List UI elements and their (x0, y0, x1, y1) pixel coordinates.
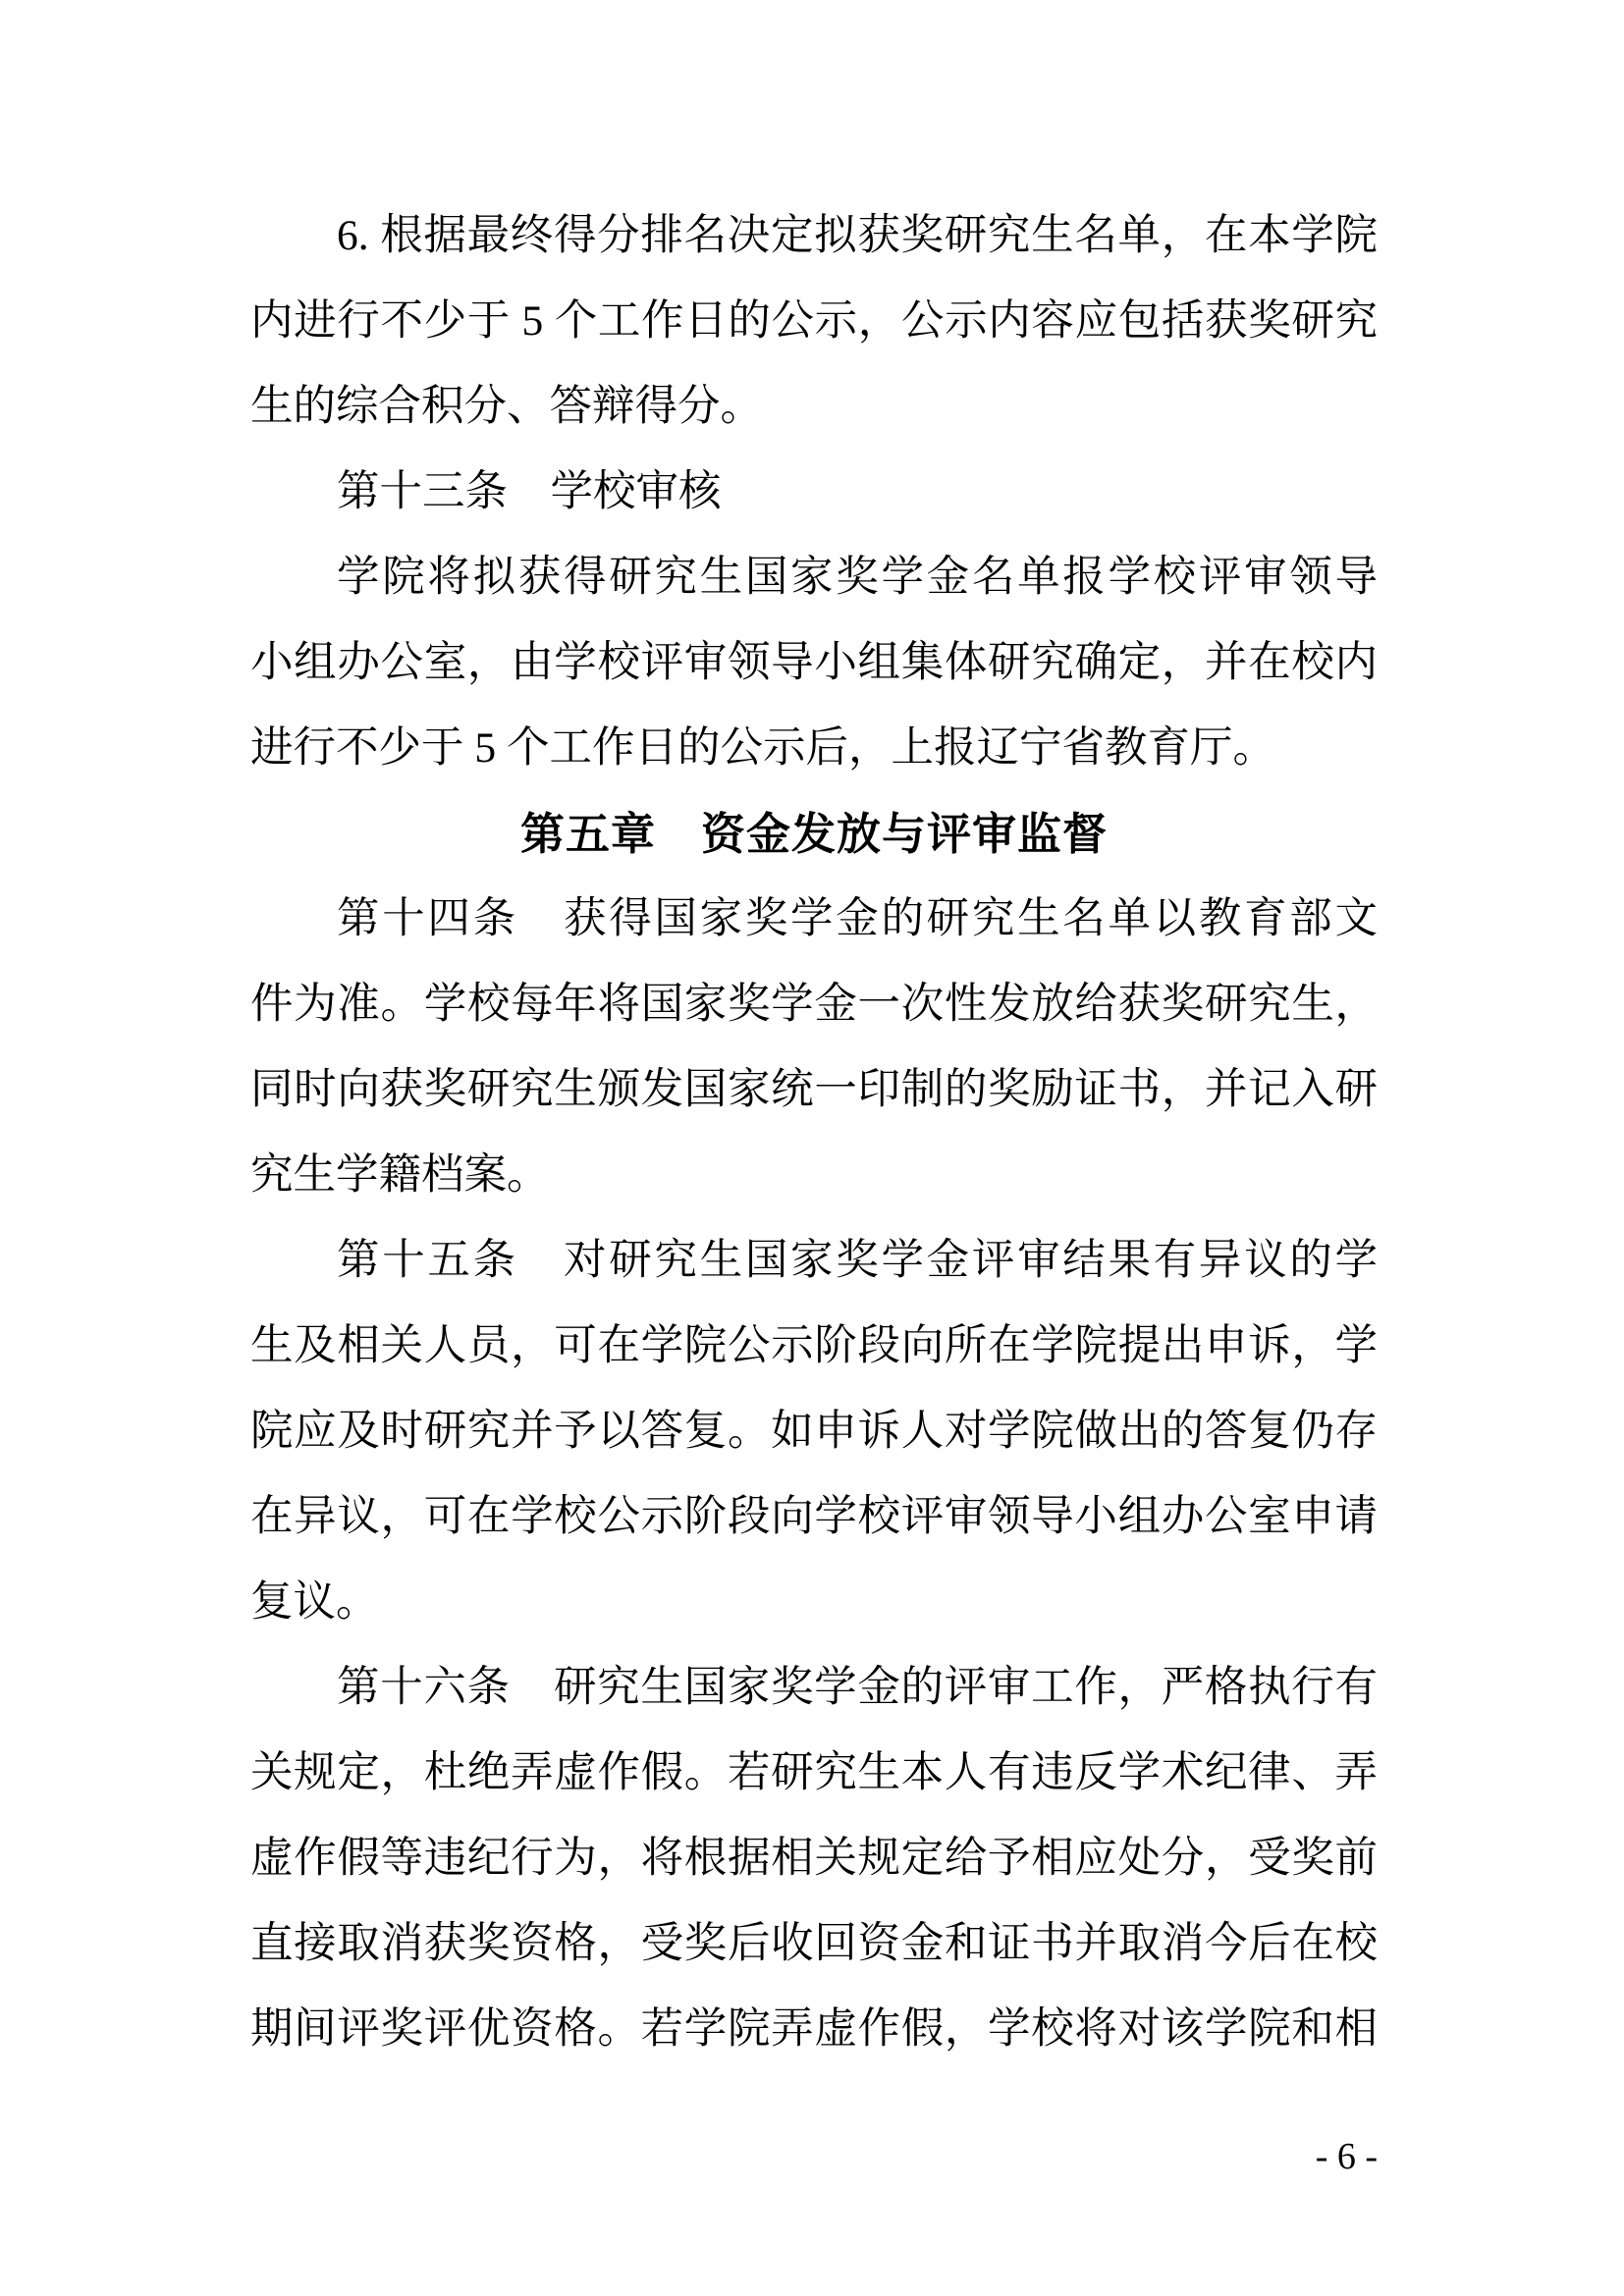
document-text-block (250, 193, 1378, 2072)
paragraph-line: 同时向获奖研究生颁发国家统一印制的奖励证书，并记入研 (250, 1066, 1378, 1113)
paragraph-line: 学院将拟获得研究生国家奖学金名单报学校评审领导 (337, 554, 1378, 601)
page-number: - 6 - (1315, 2136, 1378, 2177)
paragraph-line: 进行不少于 5 个工作日的公示后，上报辽宁省教育厅。 (250, 724, 1275, 772)
paragraph-line: 虚作假等违纪行为，将根据相关规定给予相应处分，受奖前 (250, 1835, 1378, 1882)
paragraph-line: 第十六条 研究生国家奖学金的评审工作，严格执行有 (337, 1664, 1378, 1711)
paragraph-line: 件为准。学校每年将国家奖学金一次性发放给获奖研究生， (250, 981, 1378, 1028)
paragraph-line: 小组办公室，由学校评审领导小组集体研究确定，并在校内 (250, 639, 1378, 686)
paragraph-line: 期间评奖评优资格。若学院弄虚作假，学校将对该学院和相 (250, 2005, 1378, 2053)
paragraph-line: 究生学籍档案。 (250, 1151, 550, 1199)
paragraph-line: 直接取消获奖资格，受奖后收回资金和证书并取消今后在校 (250, 1920, 1378, 1967)
paragraph-line: 复议。 (250, 1578, 379, 1626)
paragraph-line: 第十四条 获得国家奖学金的研究生名单以教育部文 (337, 895, 1378, 942)
article-title-line: 第十三条 学校审核 (337, 468, 722, 515)
paragraph-line: 院应及时研究并予以答复。如申诉人对学院做出的答复仍存 (250, 1408, 1378, 1455)
paragraph-line: 生及相关人员，可在学院公示阶段向所在学院提出申诉，学 (250, 1322, 1378, 1369)
paragraph-line: 关规定，杜绝弄虚作假。若研究生本人有违反学术纪律、弄 (250, 1749, 1378, 1796)
paragraph-line: 6. 根据最终得分排名决定拟获奖研究生名单，在本学院 (337, 212, 1378, 259)
paragraph-line: 第十五条 对研究生国家奖学金评审结果有异议的学 (337, 1237, 1378, 1284)
paragraph-line: 在异议，可在学校公示阶段向学校评审领导小组办公室申请 (250, 1493, 1378, 1540)
paragraph-line: 生的综合积分、答辩得分。 (250, 383, 763, 430)
chapter-heading: 第五章 资金发放与评审监督 (519, 809, 1108, 859)
paragraph-line: 内进行不少于 5 个工作日的公示，公示内容应包括获奖研究 (250, 297, 1378, 345)
